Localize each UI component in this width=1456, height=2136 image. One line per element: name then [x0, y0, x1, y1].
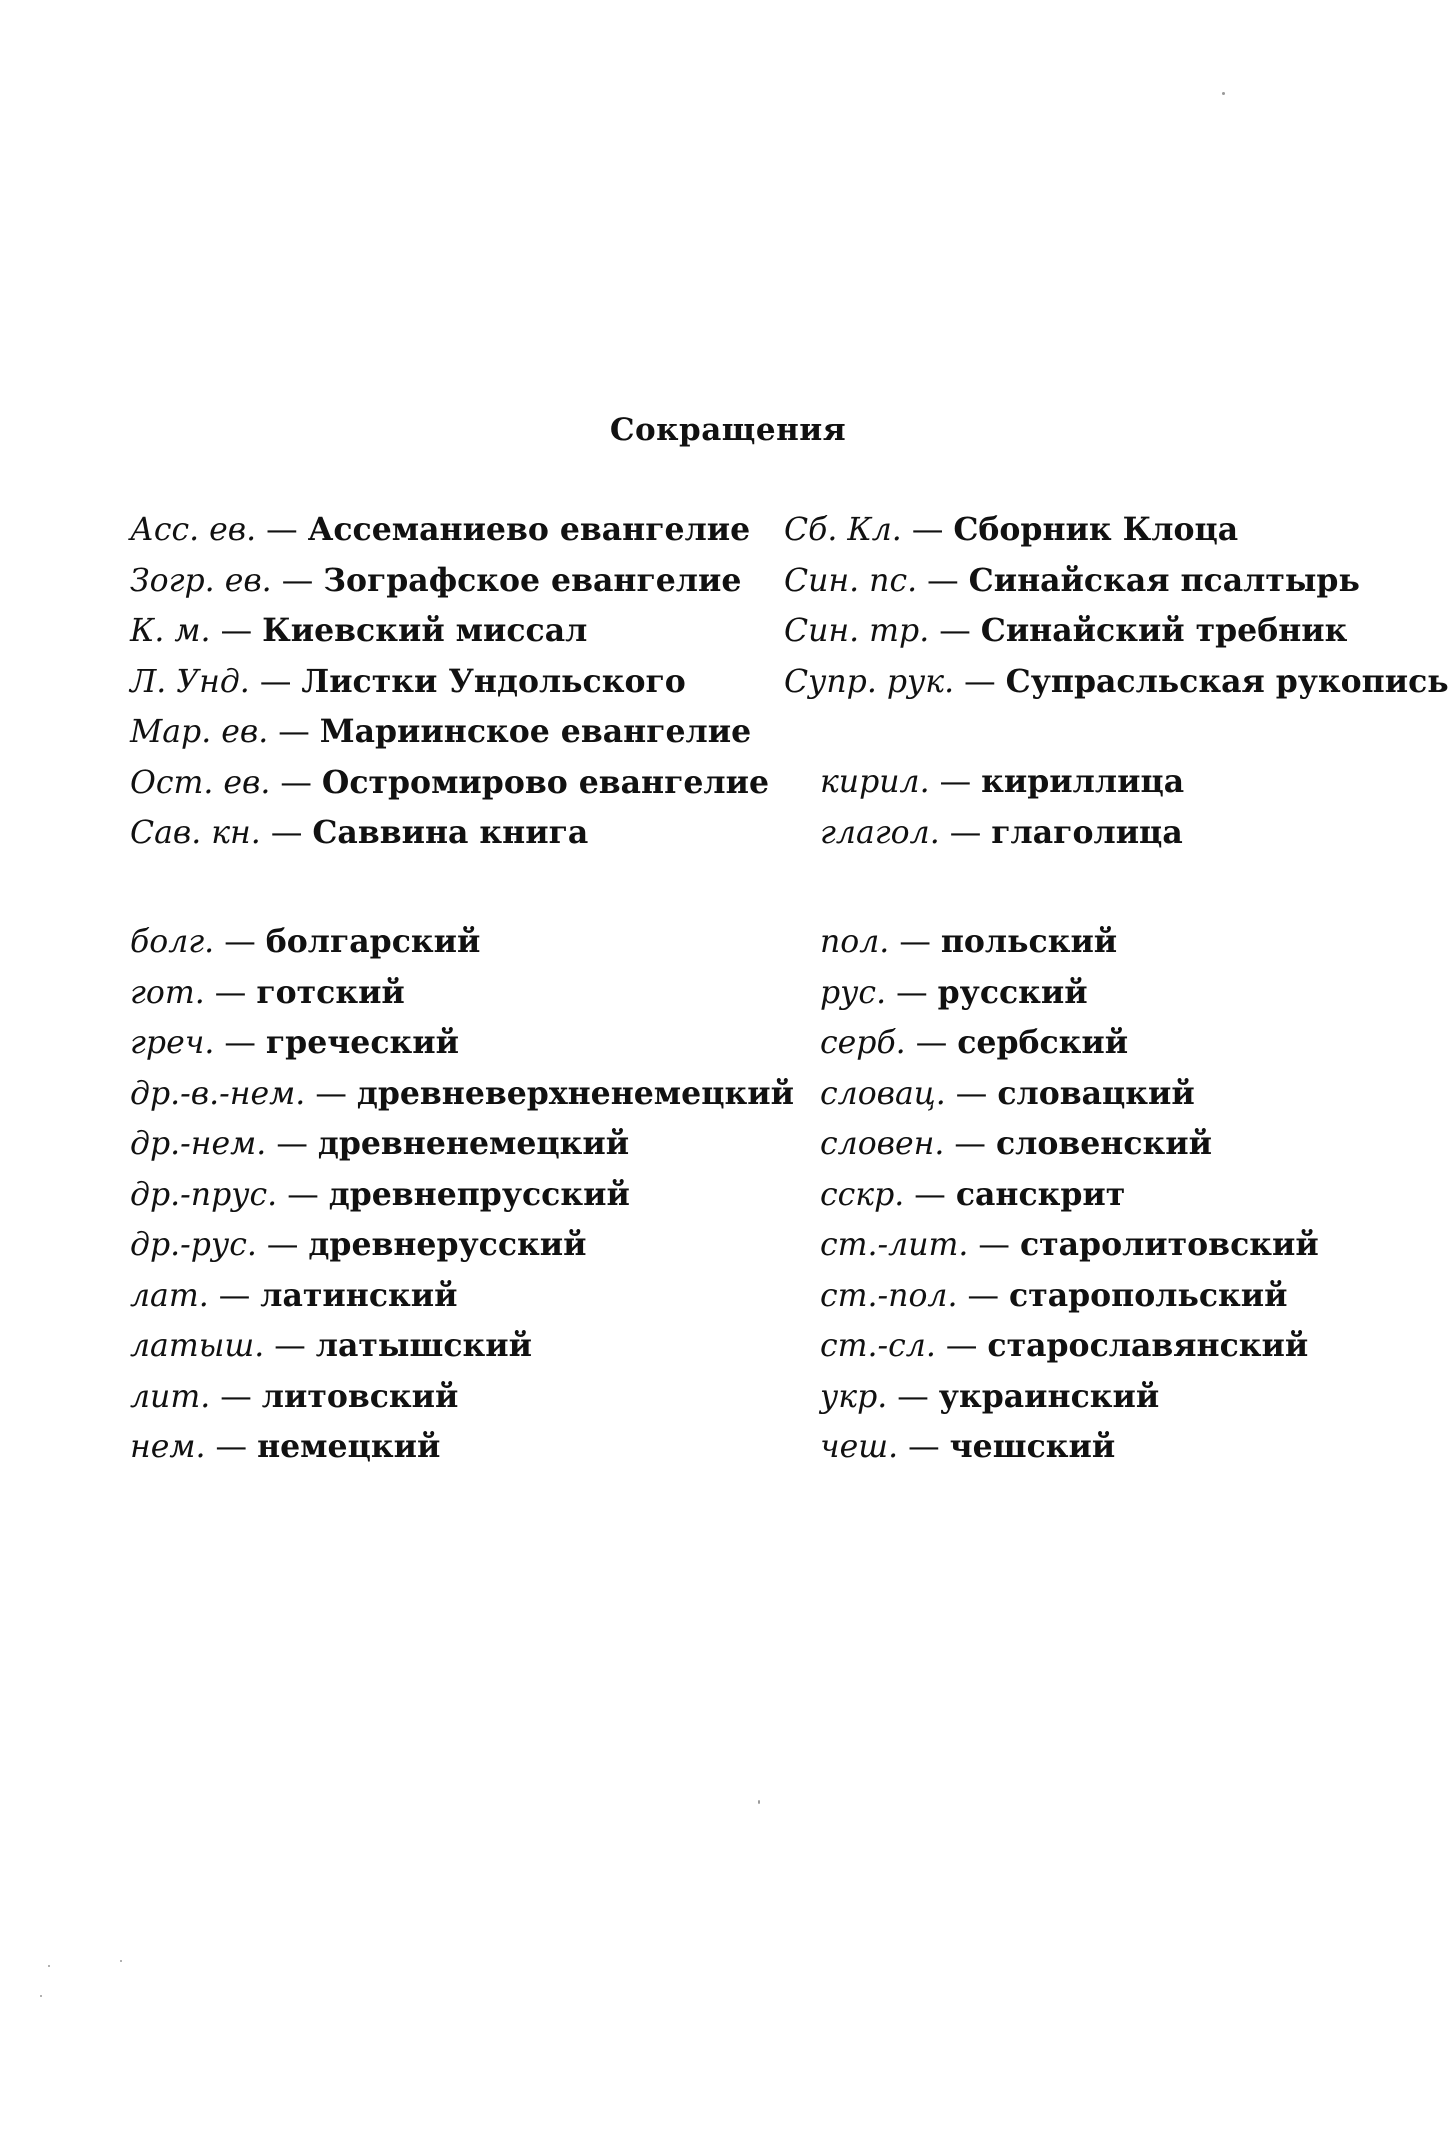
- dash-separator: —: [266, 512, 298, 548]
- abbreviation-meaning: Остромирово евангелие: [321, 763, 770, 801]
- abbreviation-entry: [784, 657, 1449, 708]
- abbreviation: др.-нем.: [130, 1126, 267, 1162]
- abbreviation: Асс. ев.: [130, 512, 257, 548]
- dash-separator: —: [908, 1429, 940, 1465]
- abbreviation-meaning: немецкий: [257, 1428, 441, 1465]
- abbreviation-entry: [130, 1170, 794, 1221]
- abbreviation: сскр.: [820, 1176, 905, 1213]
- abbreviation-entry: [784, 505, 1449, 556]
- abbreviation-meaning: кириллица: [981, 763, 1185, 800]
- abbreviation-entry: [130, 556, 769, 607]
- languages-list-left: [130, 917, 794, 1473]
- abbreviation: серб.: [820, 1025, 906, 1061]
- abbreviation: К. м.: [130, 613, 211, 649]
- dash-separator: —: [281, 562, 314, 599]
- dash-separator: —: [287, 1176, 319, 1213]
- abbreviation-meaning: сербский: [957, 1024, 1129, 1061]
- dash-separator: —: [276, 1126, 308, 1162]
- abbreviation-entry: [130, 1018, 794, 1069]
- abbreviation: чеш.: [820, 1429, 899, 1465]
- dash-separator: —: [939, 764, 972, 800]
- abbreviation-meaning: Саввина книга: [312, 814, 589, 851]
- dash-separator: —: [220, 1378, 252, 1415]
- abbreviation-meaning: древнерусский: [308, 1226, 587, 1263]
- dash-separator: —: [927, 562, 959, 599]
- abbreviation-entry: [130, 1372, 794, 1423]
- abbreviation-meaning: литовский: [261, 1377, 459, 1415]
- abbreviation-entry: [130, 968, 794, 1019]
- abbreviation-meaning: древнепрусский: [328, 1175, 630, 1213]
- abbreviation: Син. тр.: [784, 613, 930, 649]
- abbreviation: Супр. рук.: [784, 663, 955, 700]
- abbreviation-meaning: старопольский: [1009, 1276, 1288, 1314]
- dash-separator: —: [224, 1025, 256, 1061]
- abbreviation: ст.-пол.: [820, 1277, 958, 1314]
- abbreviation-meaning: Синайский требник: [980, 612, 1348, 649]
- dash-separator: —: [945, 1328, 978, 1364]
- abbreviation-meaning: Зографское евангелие: [323, 561, 742, 599]
- dash-separator: —: [224, 924, 256, 960]
- abbreviation-entry: [820, 757, 1184, 808]
- dash-separator: —: [955, 1075, 988, 1112]
- abbreviation-entry: [130, 808, 769, 859]
- dash-separator: —: [896, 974, 928, 1011]
- dash-separator: —: [949, 814, 982, 851]
- abbreviation-meaning: польский: [940, 923, 1118, 960]
- abbreviation-entry: [820, 1018, 1319, 1069]
- dash-separator: —: [280, 764, 312, 801]
- dash-separator: —: [220, 613, 253, 649]
- abbreviation-entry: [784, 606, 1449, 657]
- abbreviation: Л. Унд.: [130, 663, 250, 700]
- dash-separator: —: [954, 1126, 986, 1162]
- abbreviation: болг.: [130, 924, 215, 960]
- abbreviation: глагол.: [820, 814, 940, 851]
- abbreviation-entry: [130, 505, 769, 556]
- dash-separator: —: [215, 1429, 248, 1465]
- dash-separator: —: [259, 663, 292, 700]
- abbreviation-entry: [820, 917, 1319, 968]
- abbreviation: греч.: [130, 1025, 215, 1061]
- abbreviation: др.-рус.: [130, 1227, 257, 1263]
- scripts-list: [820, 757, 1184, 858]
- abbreviation: др.-прус.: [130, 1176, 278, 1213]
- abbreviation-meaning: Супрасльская рукопись: [1005, 662, 1449, 700]
- abbreviation-entry: [130, 606, 769, 657]
- abbreviation-meaning: словенский: [995, 1125, 1212, 1162]
- abbreviation: нем.: [130, 1429, 206, 1465]
- abbreviation-entry: [130, 1220, 794, 1271]
- dash-separator: —: [315, 1075, 347, 1112]
- abbreviation: словац.: [820, 1075, 946, 1112]
- abbreviation-meaning: латинский: [260, 1276, 458, 1314]
- page-title: Сокращения: [609, 412, 847, 448]
- abbreviation: лат.: [130, 1277, 209, 1314]
- abbreviation: рус.: [820, 974, 887, 1011]
- abbreviation-meaning: Листки Ундольского: [301, 662, 686, 700]
- abbreviation-entry: [820, 808, 1184, 859]
- abbreviation-entry: [820, 1170, 1319, 1221]
- abbreviation: Ост. ев.: [130, 764, 271, 801]
- abbreviation-meaning: санскрит: [955, 1175, 1126, 1213]
- abbreviation-meaning: старолитовский: [1019, 1226, 1319, 1263]
- abbreviation-meaning: чешский: [949, 1428, 1116, 1465]
- dash-separator: —: [964, 663, 996, 700]
- abbreviation: ст.-сл.: [820, 1328, 936, 1364]
- abbreviation-entry: [820, 1271, 1319, 1322]
- dash-separator: —: [270, 815, 303, 851]
- abbreviation: лит.: [130, 1378, 211, 1415]
- abbreviation-meaning: Киевский миссал: [262, 612, 588, 649]
- abbreviation-meaning: Ассеманиево евангелие: [307, 511, 751, 548]
- abbreviation-entry: [130, 1321, 794, 1372]
- abbreviation-entry: [130, 917, 794, 968]
- abbreviation-meaning: Мариинское евангелие: [319, 713, 752, 750]
- dash-separator: —: [897, 1378, 929, 1415]
- abbreviation-meaning: древненемецкий: [317, 1125, 630, 1162]
- abbreviation-entry: [130, 1119, 794, 1170]
- dash-separator: —: [914, 1176, 946, 1213]
- dash-separator: —: [274, 1328, 306, 1364]
- abbreviation-entry: [820, 1119, 1319, 1170]
- abbreviation: укр.: [820, 1378, 888, 1415]
- abbreviation: словен.: [820, 1126, 945, 1162]
- abbreviation-meaning: глаголица: [991, 813, 1183, 851]
- dash-separator: —: [278, 714, 310, 750]
- abbreviation-entry: [130, 657, 769, 708]
- abbreviation-meaning: русский: [937, 973, 1088, 1011]
- abbreviation: Мар. ев.: [130, 714, 269, 750]
- abbreviation: Син. пс.: [784, 562, 918, 599]
- dash-separator: —: [967, 1277, 1000, 1314]
- abbreviation-entry: [130, 707, 769, 758]
- abbreviation-meaning: болгарский: [265, 923, 481, 960]
- languages-list-right: [820, 917, 1319, 1473]
- abbreviation-entry: [820, 1422, 1319, 1473]
- dash-separator: —: [214, 974, 247, 1011]
- abbreviation: Зогр. ев.: [130, 562, 272, 599]
- abbreviation-meaning: греческий: [265, 1024, 459, 1061]
- abbreviation-entry: [130, 1069, 794, 1120]
- abbreviation-entry: [784, 556, 1449, 607]
- abbreviation-entry: [130, 758, 769, 809]
- abbreviation: Сав. кн.: [130, 815, 261, 851]
- abbreviation: ст.-лит.: [820, 1227, 969, 1263]
- abbreviation-entry: [820, 968, 1319, 1019]
- abbreviation-meaning: готский: [256, 973, 405, 1011]
- dash-separator: —: [218, 1277, 251, 1314]
- dash-separator: —: [978, 1227, 1010, 1263]
- abbreviation-entry: [820, 1220, 1319, 1271]
- abbreviation-meaning: Синайская псалтырь: [968, 561, 1360, 599]
- dash-separator: —: [899, 924, 931, 960]
- abbreviation-meaning: старославянский: [987, 1327, 1309, 1364]
- abbreviation-meaning: латышский: [315, 1327, 532, 1364]
- abbreviation: кирил.: [820, 764, 930, 800]
- abbreviation-meaning: украинский: [938, 1377, 1160, 1415]
- abbreviation: гот.: [130, 974, 205, 1011]
- abbreviation-meaning: словацкий: [997, 1074, 1195, 1112]
- dash-separator: —: [915, 1025, 948, 1061]
- dash-separator: —: [939, 613, 971, 649]
- abbreviation-entry: [820, 1372, 1319, 1423]
- abbreviation-entry: [130, 1271, 794, 1322]
- abbreviation: латыш.: [130, 1328, 265, 1364]
- abbreviation: др.-в.-нем.: [130, 1075, 306, 1112]
- sources-list-right: [784, 505, 1449, 707]
- abbreviation-meaning: Сборник Клоца: [953, 511, 1239, 548]
- abbreviation-entry: [820, 1321, 1319, 1372]
- abbreviation-entry: [130, 1422, 794, 1473]
- abbreviation: пол.: [820, 924, 890, 960]
- sources-list-left: [130, 505, 769, 859]
- dash-separator: —: [911, 512, 944, 548]
- dash-separator: —: [266, 1227, 299, 1263]
- abbreviation: Сб. Кл.: [784, 512, 902, 548]
- abbreviation-entry: [820, 1069, 1319, 1120]
- abbreviation-meaning: древневерхненемецкий: [356, 1074, 794, 1112]
